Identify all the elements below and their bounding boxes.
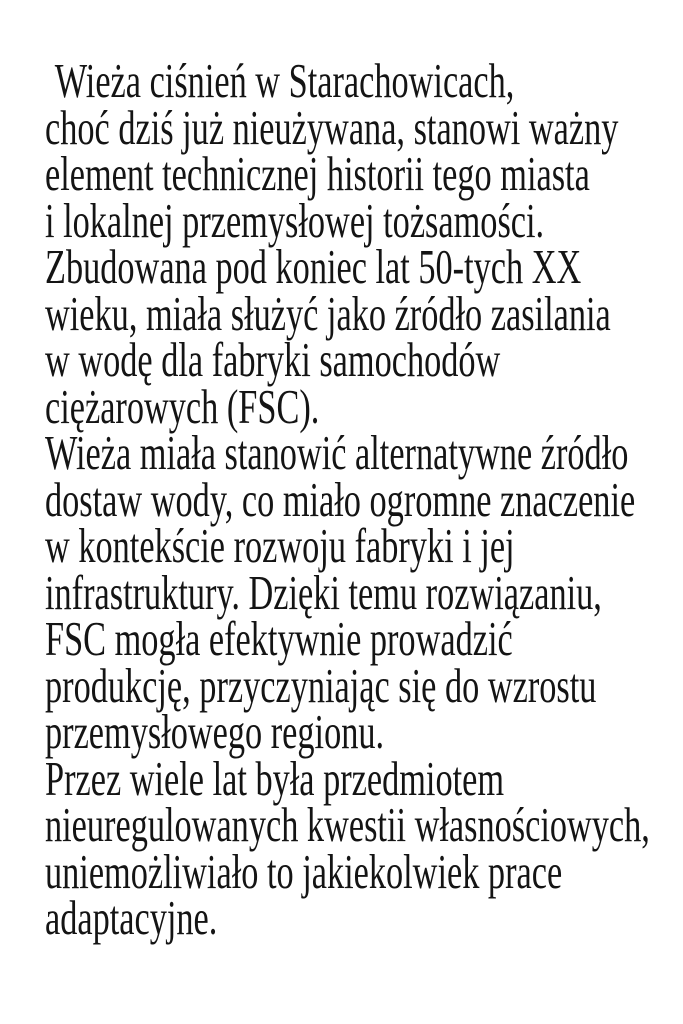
text-line: adaptacyjne. xyxy=(45,890,218,945)
text-line: Zbudowana pod koniec lat 50-tych XX xyxy=(45,239,582,294)
text-line: w wodę dla fabryki samochodów xyxy=(45,332,501,387)
text-line: FSC mogła efektywnie prowadzić xyxy=(45,611,513,666)
text-line: dostaw wody, co miało ogromne znaczenie xyxy=(45,471,636,527)
text-line: element technicznej historii tego miasta xyxy=(45,146,590,201)
text-line: ciężarowych (FSC). xyxy=(45,378,320,434)
text-line: wieku, miała służyć jako źródło zasilania xyxy=(45,285,611,341)
text-line: nieuregulowanych kwestii własnościowych, xyxy=(45,797,650,852)
text-line: Przez wiele lat była przedmiotem xyxy=(45,750,505,806)
text-line: produkcję, przyczyniając się do wzrostu xyxy=(45,657,597,713)
text-line: Wieża ciśnień w Starachowicach, xyxy=(54,53,515,108)
text-line: przemysłowego regionu. xyxy=(45,704,385,759)
text-line: i lokalnej przemysłowej tożsamości. xyxy=(45,192,545,248)
text-line: Wieża miała stanowić alternatywne źródło xyxy=(45,425,629,480)
article-text xyxy=(45,53,650,945)
text-line: infrastruktury. Dzięki temu rozwiązaniu, xyxy=(45,564,602,620)
text-line: w kontekście rozwoju fabryki i jej xyxy=(45,518,515,573)
text-line: uniemożliwiało to jakiekolwiek prace xyxy=(45,843,563,899)
text-line: choć dziś już nieużywana, stanowi ważny xyxy=(45,99,619,155)
